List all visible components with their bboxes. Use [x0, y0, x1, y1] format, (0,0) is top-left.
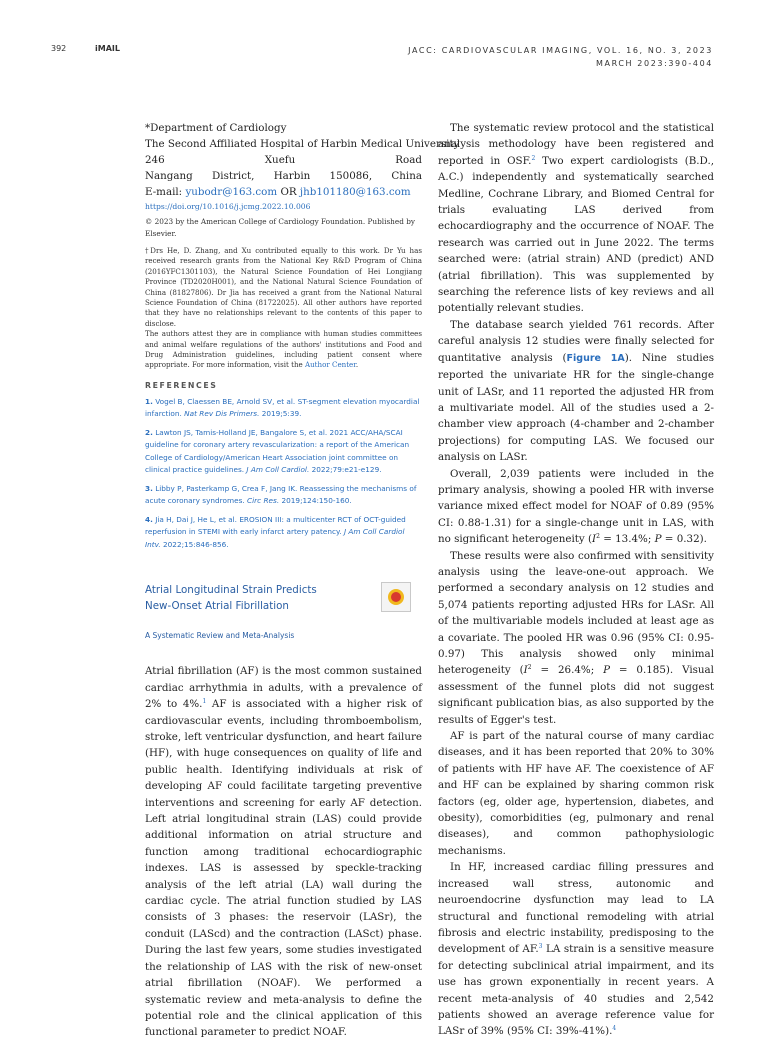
doi-link[interactable]: https://doi.org/10.1016/j.jcmg.2022.10.006 [145, 202, 311, 211]
reference-tail: 2022;79:e21-e129. [311, 465, 382, 475]
reference-text: Libby P, Pasterkamp G, Crea F, Jang IK. Reassessing the mechanisms of acute coronary syndromes. [145, 483, 417, 506]
paragraph-text: LA strain is a sensitive measure for detecting subclinical atrial impairment, and its use has grown exponentially in recent years. A recent meta-analysis of 40 studies and 2,542 patients showed an average reference value for LASr of 39% (95% CI: 39%-41%). [438, 943, 714, 1038]
paragraph-methods [438, 120, 714, 317]
paragraph-sensitivity [438, 548, 714, 728]
hospital: The Second Affiliated Hospital of Harbin Medical University [145, 138, 460, 150]
citation-sup[interactable]: 4 [612, 1025, 617, 1033]
article-title-line-2: New-Onset Atrial Fibrillation [145, 600, 289, 613]
paragraph-text: ). Nine studies reported the univariate HR for the single-change unit of LASr, and 11 reported the adjusted HR from a multivariate model. All of the studies used a 2-chamber view approach (4-chamber and 2-chamber projections) for computing LAS. We focused our analysis on LASr. [438, 351, 714, 464]
math-p: P [603, 664, 610, 677]
article-title [145, 582, 422, 614]
paragraph-text: The database search yielded 761 records. After careful analysis 12 studies were finally selected for quantitative analysis ( [438, 318, 714, 364]
reference-text: Lawton JS, Tamis-Holland JE, Bangalore S, et al. 2021 ACC/AHA/SCAI guideline for coronary artery revascularization: a report of the American College of Cardiology/American Heart Association joint committee on clinical practice guidelines. [145, 427, 410, 475]
journal-date: MARCH 2023:390-404 [596, 59, 713, 68]
district: Nangang District, Harbin 150086, China [145, 170, 422, 182]
email-link-2[interactable]: jhb101180@163.com [299, 186, 411, 198]
paragraph-text: These results were also confirmed with sensitivity analysis using the leave-one-out approach. We performed a secondary analysis on 12 studies and 5,074 patients reporting adjusted HRs for LASr. All of the multivariable models included at least age as a covariate. The pooled HR was 0.96 (95% CI: 0.95-0.97) This analysis showed only minimal heterogeneity ( [438, 549, 714, 677]
reference-text: Jia H, Dai J, He L, et al. EROSION III: a multicenter RCT of OCT-guided reperfusion in STEMI with early infarct artery patency. [145, 514, 406, 537]
journal-header [408, 44, 713, 70]
reference-number: 4. [145, 514, 153, 524]
reference-text: Vogel B, Claessen BE, Arnold SV, et al. ST-segment elevation myocardial infarction. [145, 396, 420, 419]
crossmark-icon[interactable] [381, 582, 411, 612]
article-title-line-1: Atrial Longitudinal Strain Predicts [145, 584, 317, 597]
email-label: E-mail: [145, 186, 183, 198]
paragraph-text: = 13.4%; [599, 533, 655, 546]
department: *Department of Cardiology [145, 122, 287, 134]
citation-sup[interactable]: 2 [531, 154, 536, 162]
author-center-link[interactable]: Author Center [304, 360, 356, 370]
reference-tail: 2019;5:39. [261, 409, 302, 419]
reference-number: 1. [145, 396, 153, 406]
reference-item[interactable] [145, 483, 422, 508]
paragraph-text: The systematic review protocol and the statistical analysis methodology have been registered and reported in OSF. [438, 122, 714, 167]
footnote-compliance [145, 329, 422, 371]
citation-sup[interactable]: 1 [202, 698, 207, 706]
paragraph-text: Two expert cardiologists (B.D., A.C.) independently and systematically searched Medline, Cochrane Library, and Biomed Central for trials evaluating LAS derived from echocardiography and the occurrence of NOAF. The research was carried out in June 2022. The terms searched were: (atrial strain) AND (predict) AND (atrial fibrillation). This was supplemented by searching the reference lists of key reviews and all potentially relevant studies. [438, 154, 714, 315]
reference-item[interactable] [145, 514, 422, 552]
paragraph-discussion: AF is part of the natural course of many cardiac diseases, and it has been reported that 20% to 30% of patients with HF have AF. The coexistence of AF and HF can be explained by sharing common risk factors (eg, older age, hypertension, diabetes, and obesity), comorbidities (eg, pulmonary and renal diseases), and common pathophysiologic mechanisms. [438, 730, 714, 857]
math-p: P [654, 533, 662, 546]
paragraph-text: = 26.4%; [531, 664, 604, 677]
body-right [438, 120, 714, 1040]
page-number: 392 [51, 44, 67, 53]
footnote-disclosure: †Drs He, D. Zhang, and Xu contributed equally to this work. Dr Yu has received research grants from the National Key R&D Program of China (2016YFC1301103), the Natural Science Foundation of Hei Longjiang Province (TD2020H001), and the National Natural Science Foundation of China (81827806). Dr Jia has received a grant from the National Natural Science Foundation of China (81722025). All other authors have reported that they have no relationships relevant to the contents of this paper to disclose. [145, 246, 422, 328]
paragraph-intro [145, 663, 422, 1040]
email-line [145, 184, 422, 200]
reference-item[interactable] [145, 396, 422, 421]
section-label: iMAIL [95, 44, 120, 53]
math-sup: 2 [596, 533, 600, 541]
reference-journal: Nat Rev Dis Primers. [184, 409, 260, 419]
doi-line [145, 201, 422, 213]
paragraph-hf [438, 859, 714, 1039]
paragraph-results [438, 466, 714, 548]
street: 246 Xuefu Road [145, 154, 422, 166]
reference-list [145, 396, 422, 552]
right-column [438, 120, 714, 1040]
reference-journal: J Am Coll Cardiol. [246, 465, 310, 475]
math-i: I [592, 533, 597, 546]
references-heading: REFERENCES [145, 380, 218, 390]
footnotes [145, 246, 422, 371]
body-left [145, 663, 422, 1040]
reference-journal: J Am Coll Cardiol Intv. [145, 527, 405, 549]
reference-tail: 2019;124:150-160. [281, 496, 352, 506]
left-column [145, 120, 460, 1041]
paragraph-text: In HF, increased cardiac filling pressures and increased wall stress, autonomic and neuroendocrine dysfunction may lead to LA structural and functional remodeling with atrial fibrosis and electric instability, predisposing to the development of AF. [438, 861, 714, 956]
paragraph-text: AF is associated with a higher risk of cardiovascular events, including thromboembolism, stroke, left ventricular dysfunction, and heart failure (HF), with huge consequences on quality of life and public health. Identifying individuals at risk of developing AF could facilitate targeting preventive interventions and screening for early AF detection. Left atrial longitudinal strain (LAS) could provide additional information on atrial structure and function among traditional echocardiographic indexes. LAS is assessed by speckle-tracking analysis of the left atrial (LA) wall during the cardiac cycle. The atrial function studied by LAS consists of 3 phases: the reservoir (LASr), the conduit (LAScd) and the contraction (LASct) phase. During the last few years, some studies investigated the relationship of LAS with the risk of new-onset atrial fibrillation (NOAF). We performed a systematic review and meta-analysis to define the potential role and the clinical application of this functional parameter to predict NOAF. [145, 698, 423, 1039]
reference-number: 2. [145, 427, 153, 437]
article-subtitle: A Systematic Review and Meta-Analysis [145, 631, 295, 641]
reference-item[interactable] [145, 427, 422, 477]
email-link-1[interactable]: yubodr@163.com [185, 186, 278, 198]
email-or: OR [280, 186, 297, 198]
reference-number: 3. [145, 483, 153, 493]
journal-citation: JACC: CARDIOVASCULAR IMAGING, VOL. 16, NO. 3, 2023 [408, 46, 713, 55]
paragraph-text: Atrial fibrillation (AF) is the most common sustained cardiac arrhythmia in adults, with a prevalence of 2% to 4%. [145, 665, 422, 711]
copyright: © 2023 by the American College of Cardiology Foundation. Published by Elsevier. [145, 217, 415, 238]
paragraph-text: Overall, 2,039 patients were included in the primary analysis, showing a pooled HR with inverse variance mixed effect model for NOAF of 0.89 (95% CI: 0.88-1.31) for a single-change unit in LAS, with no significant heterogeneity ( [438, 467, 714, 546]
footnote-compliance-text: The authors attest they are in compliance with human studies committees and animal welfare regulations of the authors' institutions and Food and Drug Administration guidelines, including patient consent where appropriate. For more information, visit the [145, 329, 422, 370]
math-i: I [523, 664, 528, 677]
math-sup: 2 [527, 664, 532, 672]
paragraph-search [438, 317, 714, 466]
paragraph-text: = 0.32). [661, 533, 707, 546]
citation-sup[interactable]: 3 [538, 943, 543, 951]
correspondence-address [145, 120, 460, 200]
reference-tail: 2022;15:846-856. [163, 539, 229, 549]
footnote-compliance-end: . [355, 360, 359, 370]
reference-journal: Circ Res. [247, 496, 280, 506]
figure-link[interactable]: Figure 1A [566, 352, 625, 364]
paragraph-text: = 0.185). Visual assessment of the funnel plots did not suggest significant publication bias, as also supported by the results of Egger's test. [438, 664, 714, 726]
